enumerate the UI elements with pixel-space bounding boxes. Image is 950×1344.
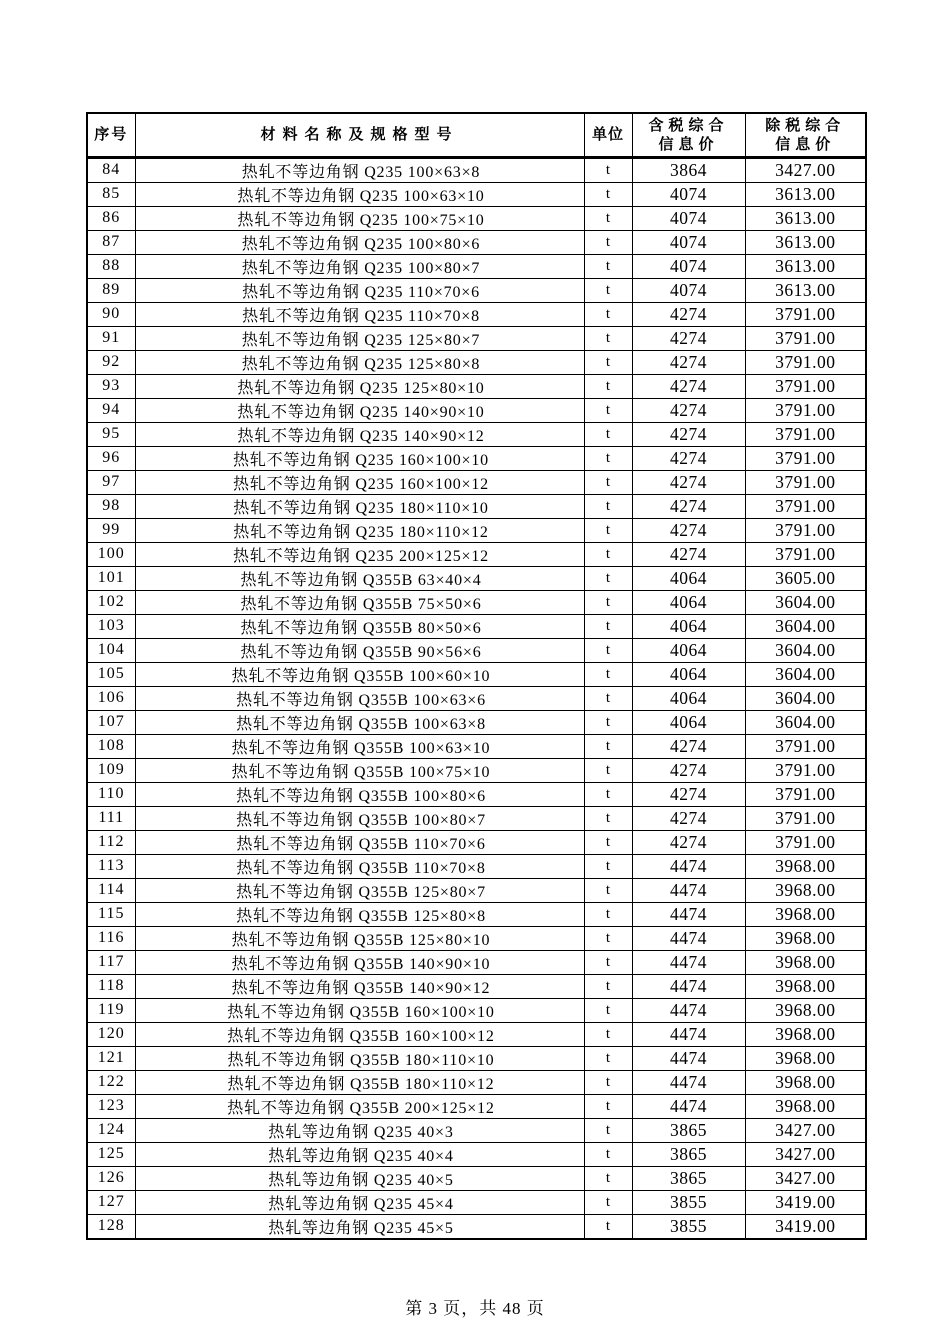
cell-price-with-tax: 4074 — [632, 206, 745, 230]
cell-material-name: 热轧等边角钢 Q235 40×5 — [135, 1166, 584, 1190]
cell-material-name: 热轧不等边角钢 Q355B 100×80×7 — [135, 806, 584, 830]
table-row — [87, 1142, 866, 1166]
table-row — [87, 998, 866, 1022]
cell-serial-number: 124 — [87, 1118, 135, 1142]
cell-unit: t — [584, 734, 632, 758]
cell-unit: t — [584, 830, 632, 854]
cell-serial-number: 127 — [87, 1190, 135, 1214]
cell-price-with-tax: 4064 — [632, 710, 745, 734]
cell-price-without-tax: 3791.00 — [745, 542, 866, 566]
cell-serial-number: 111 — [87, 806, 135, 830]
cell-serial-number: 98 — [87, 494, 135, 518]
cell-unit: t — [584, 302, 632, 326]
table-row — [87, 350, 866, 374]
cell-price-with-tax: 3865 — [632, 1142, 745, 1166]
cell-unit: t — [584, 1094, 632, 1118]
cell-material-name: 热轧不等边角钢 Q235 100×75×10 — [135, 206, 584, 230]
cell-material-name: 热轧不等边角钢 Q235 180×110×12 — [135, 518, 584, 542]
cell-price-with-tax: 4274 — [632, 470, 745, 494]
cell-serial-number: 85 — [87, 182, 135, 206]
cell-price-without-tax: 3613.00 — [745, 230, 866, 254]
column-header-price-without-tax-line1: 除税综合 — [765, 116, 846, 134]
table-row — [87, 662, 866, 686]
cell-serial-number: 115 — [87, 902, 135, 926]
cell-serial-number: 107 — [87, 710, 135, 734]
cell-material-name: 热轧不等边角钢 Q235 200×125×12 — [135, 542, 584, 566]
cell-price-with-tax: 4274 — [632, 350, 745, 374]
cell-material-name: 热轧不等边角钢 Q235 100×80×6 — [135, 230, 584, 254]
cell-unit: t — [584, 494, 632, 518]
cell-serial-number: 100 — [87, 542, 135, 566]
page-number: 第 3 页，共 48 页 — [405, 1299, 545, 1318]
table-body — [87, 157, 866, 1239]
cell-unit: t — [584, 950, 632, 974]
cell-price-with-tax: 4274 — [632, 806, 745, 830]
table-row — [87, 1094, 866, 1118]
cell-price-without-tax: 3791.00 — [745, 302, 866, 326]
cell-price-with-tax: 4274 — [632, 758, 745, 782]
cell-material-name: 热轧不等边角钢 Q235 110×70×8 — [135, 302, 584, 326]
cell-material-name: 热轧不等边角钢 Q355B 75×50×6 — [135, 590, 584, 614]
table-row — [87, 542, 866, 566]
column-header-material-name-spec: 材料名称及规格型号 — [135, 113, 584, 157]
column-header-price-without-tax — [745, 113, 866, 157]
cell-price-with-tax: 4274 — [632, 734, 745, 758]
cell-price-without-tax: 3604.00 — [745, 710, 866, 734]
table-row — [87, 374, 866, 398]
cell-material-name: 热轧不等边角钢 Q355B 100×63×8 — [135, 710, 584, 734]
table-row — [87, 157, 866, 182]
cell-serial-number: 102 — [87, 590, 135, 614]
cell-material-name: 热轧不等边角钢 Q355B 125×80×10 — [135, 926, 584, 950]
cell-price-with-tax: 4474 — [632, 950, 745, 974]
cell-unit: t — [584, 350, 632, 374]
table-row — [87, 302, 866, 326]
cell-serial-number: 108 — [87, 734, 135, 758]
cell-serial-number: 84 — [87, 157, 135, 182]
table-row — [87, 614, 866, 638]
table-row — [87, 902, 866, 926]
cell-price-with-tax: 4474 — [632, 854, 745, 878]
cell-material-name: 热轧不等边角钢 Q355B 180×110×10 — [135, 1046, 584, 1070]
cell-price-without-tax: 3604.00 — [745, 590, 866, 614]
cell-price-without-tax: 3605.00 — [745, 566, 866, 590]
cell-material-name: 热轧不等边角钢 Q235 160×100×12 — [135, 470, 584, 494]
cell-price-with-tax: 4474 — [632, 902, 745, 926]
cell-price-without-tax: 3791.00 — [745, 398, 866, 422]
cell-unit: t — [584, 758, 632, 782]
table-row — [87, 590, 866, 614]
cell-material-name: 热轧不等边角钢 Q235 100×63×10 — [135, 182, 584, 206]
cell-price-with-tax: 4064 — [632, 566, 745, 590]
cell-unit: t — [584, 782, 632, 806]
cell-price-without-tax: 3419.00 — [745, 1190, 866, 1214]
cell-serial-number: 110 — [87, 782, 135, 806]
cell-unit: t — [584, 566, 632, 590]
cell-price-with-tax: 4274 — [632, 326, 745, 350]
cell-serial-number: 101 — [87, 566, 135, 590]
cell-unit: t — [584, 1022, 632, 1046]
cell-price-without-tax: 3791.00 — [745, 326, 866, 350]
cell-price-without-tax: 3791.00 — [745, 446, 866, 470]
cell-price-without-tax: 3791.00 — [745, 422, 866, 446]
table-row — [87, 278, 866, 302]
cell-material-name: 热轧不等边角钢 Q355B 100×60×10 — [135, 662, 584, 686]
cell-unit: t — [584, 326, 632, 350]
table-row — [87, 398, 866, 422]
table-row — [87, 950, 866, 974]
cell-price-without-tax: 3613.00 — [745, 278, 866, 302]
cell-serial-number: 117 — [87, 950, 135, 974]
cell-price-with-tax: 4064 — [632, 590, 745, 614]
table-row — [87, 1214, 866, 1239]
cell-price-with-tax: 4074 — [632, 254, 745, 278]
cell-price-without-tax: 3791.00 — [745, 734, 866, 758]
cell-unit: t — [584, 638, 632, 662]
table-row — [87, 470, 866, 494]
cell-material-name: 热轧不等边角钢 Q355B 140×90×10 — [135, 950, 584, 974]
cell-material-name: 热轧不等边角钢 Q235 100×80×7 — [135, 254, 584, 278]
cell-price-with-tax: 4274 — [632, 782, 745, 806]
cell-unit: t — [584, 398, 632, 422]
table-row — [87, 806, 866, 830]
table-row — [87, 254, 866, 278]
cell-unit: t — [584, 614, 632, 638]
cell-material-name: 热轧不等边角钢 Q235 160×100×10 — [135, 446, 584, 470]
cell-price-with-tax: 4474 — [632, 1046, 745, 1070]
cell-price-with-tax: 4274 — [632, 302, 745, 326]
cell-price-with-tax: 4274 — [632, 830, 745, 854]
cell-price-with-tax: 4474 — [632, 926, 745, 950]
cell-serial-number: 109 — [87, 758, 135, 782]
cell-price-without-tax: 3791.00 — [745, 494, 866, 518]
cell-price-without-tax: 3968.00 — [745, 926, 866, 950]
cell-price-without-tax: 3604.00 — [745, 686, 866, 710]
cell-unit: t — [584, 926, 632, 950]
cell-unit: t — [584, 542, 632, 566]
column-header-price-with-tax-line1: 含税综合 — [648, 116, 729, 134]
cell-material-name: 热轧不等边角钢 Q235 125×80×10 — [135, 374, 584, 398]
cell-serial-number: 123 — [87, 1094, 135, 1118]
cell-unit: t — [584, 518, 632, 542]
cell-serial-number: 91 — [87, 326, 135, 350]
cell-price-without-tax: 3604.00 — [745, 662, 866, 686]
cell-unit: t — [584, 374, 632, 398]
cell-unit: t — [584, 278, 632, 302]
column-header-unit: 单位 — [584, 113, 632, 157]
cell-unit: t — [584, 1142, 632, 1166]
cell-price-without-tax: 3968.00 — [745, 974, 866, 998]
cell-price-without-tax: 3604.00 — [745, 638, 866, 662]
cell-unit: t — [584, 1118, 632, 1142]
cell-price-with-tax: 4474 — [632, 998, 745, 1022]
cell-unit: t — [584, 1190, 632, 1214]
table-row — [87, 1190, 866, 1214]
cell-serial-number: 112 — [87, 830, 135, 854]
cell-material-name: 热轧不等边角钢 Q355B 160×100×12 — [135, 1022, 584, 1046]
cell-unit: t — [584, 974, 632, 998]
table-row — [87, 878, 866, 902]
cell-unit: t — [584, 422, 632, 446]
cell-serial-number: 116 — [87, 926, 135, 950]
cell-material-name: 热轧不等边角钢 Q235 125×80×8 — [135, 350, 584, 374]
cell-unit: t — [584, 157, 632, 182]
cell-material-name: 热轧不等边角钢 Q235 110×70×6 — [135, 278, 584, 302]
cell-serial-number: 104 — [87, 638, 135, 662]
cell-price-with-tax: 4064 — [632, 614, 745, 638]
cell-material-name: 热轧不等边角钢 Q235 140×90×10 — [135, 398, 584, 422]
cell-price-without-tax: 3968.00 — [745, 902, 866, 926]
cell-material-name: 热轧不等边角钢 Q235 180×110×10 — [135, 494, 584, 518]
cell-price-without-tax: 3791.00 — [745, 830, 866, 854]
cell-unit: t — [584, 470, 632, 494]
cell-price-with-tax: 4274 — [632, 542, 745, 566]
cell-price-without-tax: 3968.00 — [745, 1022, 866, 1046]
cell-serial-number: 92 — [87, 350, 135, 374]
table-row — [87, 1070, 866, 1094]
table-row — [87, 182, 866, 206]
cell-price-with-tax: 4474 — [632, 1070, 745, 1094]
table-row — [87, 782, 866, 806]
cell-price-without-tax: 3427.00 — [745, 1118, 866, 1142]
cell-price-with-tax: 4074 — [632, 230, 745, 254]
cell-serial-number: 94 — [87, 398, 135, 422]
cell-unit: t — [584, 686, 632, 710]
column-header-price-without-tax-line2: 信息价 — [775, 135, 836, 153]
cell-material-name: 热轧不等边角钢 Q355B 125×80×8 — [135, 902, 584, 926]
cell-serial-number: 93 — [87, 374, 135, 398]
cell-serial-number: 99 — [87, 518, 135, 542]
table-row — [87, 686, 866, 710]
cell-unit: t — [584, 206, 632, 230]
cell-serial-number: 103 — [87, 614, 135, 638]
cell-material-name: 热轧不等边角钢 Q355B 200×125×12 — [135, 1094, 584, 1118]
cell-unit: t — [584, 902, 632, 926]
cell-price-with-tax: 4474 — [632, 974, 745, 998]
cell-serial-number: 88 — [87, 254, 135, 278]
cell-serial-number: 121 — [87, 1046, 135, 1070]
cell-material-name: 热轧不等边角钢 Q355B 90×56×6 — [135, 638, 584, 662]
column-header-price-with-tax-line2: 信息价 — [658, 135, 719, 153]
cell-price-with-tax: 3855 — [632, 1190, 745, 1214]
cell-unit: t — [584, 182, 632, 206]
cell-price-without-tax: 3791.00 — [745, 518, 866, 542]
cell-material-name: 热轧不等边角钢 Q355B 125×80×7 — [135, 878, 584, 902]
table-row — [87, 518, 866, 542]
cell-price-without-tax: 3419.00 — [745, 1214, 866, 1239]
cell-price-without-tax: 3791.00 — [745, 758, 866, 782]
table-row — [87, 830, 866, 854]
cell-price-without-tax: 3613.00 — [745, 206, 866, 230]
cell-unit: t — [584, 806, 632, 830]
cell-price-with-tax: 4274 — [632, 422, 745, 446]
cell-serial-number: 90 — [87, 302, 135, 326]
cell-serial-number: 126 — [87, 1166, 135, 1190]
cell-material-name: 热轧不等边角钢 Q355B 160×100×10 — [135, 998, 584, 1022]
cell-material-name: 热轧不等边角钢 Q355B 180×110×12 — [135, 1070, 584, 1094]
cell-price-with-tax: 3865 — [632, 1118, 745, 1142]
cell-serial-number: 114 — [87, 878, 135, 902]
cell-price-with-tax: 4064 — [632, 662, 745, 686]
cell-price-with-tax: 4474 — [632, 1094, 745, 1118]
cell-unit: t — [584, 1166, 632, 1190]
table-row — [87, 854, 866, 878]
column-header-price-with-tax — [632, 113, 745, 157]
cell-serial-number: 105 — [87, 662, 135, 686]
cell-material-name: 热轧等边角钢 Q235 40×3 — [135, 1118, 584, 1142]
cell-material-name: 热轧不等边角钢 Q235 100×63×8 — [135, 157, 584, 182]
cell-price-without-tax: 3604.00 — [745, 614, 866, 638]
cell-unit: t — [584, 446, 632, 470]
cell-serial-number: 89 — [87, 278, 135, 302]
cell-price-with-tax: 4074 — [632, 278, 745, 302]
cell-serial-number: 97 — [87, 470, 135, 494]
cell-price-with-tax: 3855 — [632, 1214, 745, 1239]
header-row — [87, 113, 866, 157]
table-row — [87, 974, 866, 998]
cell-material-name: 热轧不等边角钢 Q355B 63×40×4 — [135, 566, 584, 590]
cell-price-without-tax: 3427.00 — [745, 157, 866, 182]
cell-serial-number: 125 — [87, 1142, 135, 1166]
table-row — [87, 230, 866, 254]
cell-serial-number: 119 — [87, 998, 135, 1022]
cell-price-with-tax: 4274 — [632, 374, 745, 398]
cell-serial-number: 95 — [87, 422, 135, 446]
cell-price-without-tax: 3968.00 — [745, 878, 866, 902]
cell-price-without-tax: 3791.00 — [745, 782, 866, 806]
table-row — [87, 710, 866, 734]
cell-material-name: 热轧不等边角钢 Q355B 140×90×12 — [135, 974, 584, 998]
table-row — [87, 494, 866, 518]
cell-price-without-tax: 3791.00 — [745, 350, 866, 374]
cell-material-name: 热轧不等边角钢 Q355B 110×70×8 — [135, 854, 584, 878]
table-row — [87, 758, 866, 782]
table-row — [87, 446, 866, 470]
cell-serial-number: 87 — [87, 230, 135, 254]
cell-material-name: 热轧不等边角钢 Q355B 100×63×6 — [135, 686, 584, 710]
cell-unit: t — [584, 254, 632, 278]
cell-price-without-tax: 3968.00 — [745, 1046, 866, 1070]
cell-material-name: 热轧等边角钢 Q235 45×5 — [135, 1214, 584, 1239]
cell-price-without-tax: 3613.00 — [745, 254, 866, 278]
cell-serial-number: 96 — [87, 446, 135, 470]
price-table — [86, 112, 867, 1240]
cell-material-name: 热轧不等边角钢 Q235 125×80×7 — [135, 326, 584, 350]
cell-serial-number: 86 — [87, 206, 135, 230]
cell-material-name: 热轧不等边角钢 Q355B 100×63×10 — [135, 734, 584, 758]
cell-unit: t — [584, 1214, 632, 1239]
cell-price-with-tax: 4064 — [632, 638, 745, 662]
cell-price-with-tax: 4064 — [632, 686, 745, 710]
cell-price-with-tax: 4474 — [632, 878, 745, 902]
table-row — [87, 566, 866, 590]
cell-price-without-tax: 3968.00 — [745, 1094, 866, 1118]
cell-serial-number: 113 — [87, 854, 135, 878]
cell-unit: t — [584, 710, 632, 734]
table-row — [87, 326, 866, 350]
cell-material-name: 热轧不等边角钢 Q355B 80×50×6 — [135, 614, 584, 638]
cell-unit: t — [584, 854, 632, 878]
cell-price-with-tax: 3864 — [632, 157, 745, 182]
table-header — [87, 113, 866, 157]
cell-price-with-tax: 4074 — [632, 182, 745, 206]
cell-unit: t — [584, 230, 632, 254]
cell-unit: t — [584, 1070, 632, 1094]
cell-unit: t — [584, 590, 632, 614]
cell-price-with-tax: 4274 — [632, 518, 745, 542]
cell-serial-number: 118 — [87, 974, 135, 998]
cell-material-name: 热轧不等边角钢 Q235 140×90×12 — [135, 422, 584, 446]
cell-price-with-tax: 4274 — [632, 446, 745, 470]
table-row — [87, 1166, 866, 1190]
cell-price-without-tax: 3791.00 — [745, 374, 866, 398]
cell-material-name: 热轧不等边角钢 Q355B 110×70×6 — [135, 830, 584, 854]
cell-material-name: 热轧不等边角钢 Q355B 100×75×10 — [135, 758, 584, 782]
cell-price-with-tax: 4274 — [632, 398, 745, 422]
cell-price-without-tax: 3613.00 — [745, 182, 866, 206]
table-row — [87, 926, 866, 950]
cell-unit: t — [584, 662, 632, 686]
cell-price-without-tax: 3968.00 — [745, 950, 866, 974]
cell-serial-number: 122 — [87, 1070, 135, 1094]
cell-price-without-tax: 3968.00 — [745, 998, 866, 1022]
cell-serial-number: 106 — [87, 686, 135, 710]
table-row — [87, 1046, 866, 1070]
cell-material-name: 热轧等边角钢 Q235 45×4 — [135, 1190, 584, 1214]
table-row — [87, 638, 866, 662]
table-row — [87, 734, 866, 758]
column-header-serial-number: 序号 — [87, 113, 135, 157]
cell-serial-number: 120 — [87, 1022, 135, 1046]
cell-serial-number: 128 — [87, 1214, 135, 1239]
cell-material-name: 热轧不等边角钢 Q355B 100×80×6 — [135, 782, 584, 806]
cell-price-without-tax: 3427.00 — [745, 1142, 866, 1166]
cell-price-without-tax: 3968.00 — [745, 1070, 866, 1094]
cell-price-with-tax: 4274 — [632, 494, 745, 518]
table-row — [87, 1118, 866, 1142]
cell-unit: t — [584, 878, 632, 902]
cell-price-without-tax: 3968.00 — [745, 854, 866, 878]
cell-price-without-tax: 3427.00 — [745, 1166, 866, 1190]
table-row — [87, 1022, 866, 1046]
cell-unit: t — [584, 998, 632, 1022]
table-row — [87, 422, 866, 446]
cell-price-with-tax: 4474 — [632, 1022, 745, 1046]
cell-price-without-tax: 3791.00 — [745, 470, 866, 494]
cell-price-with-tax: 3865 — [632, 1166, 745, 1190]
cell-unit: t — [584, 1046, 632, 1070]
cell-material-name: 热轧等边角钢 Q235 40×4 — [135, 1142, 584, 1166]
table-row — [87, 206, 866, 230]
cell-price-without-tax: 3791.00 — [745, 806, 866, 830]
